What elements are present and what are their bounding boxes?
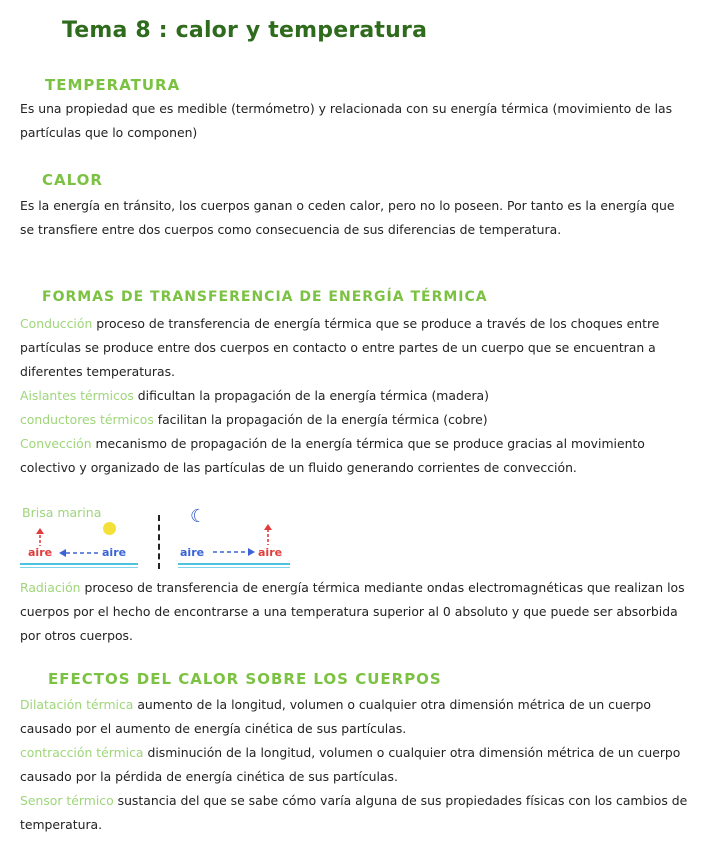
brisa-marina-label: Brisa marina (22, 505, 102, 520)
night-warm-arrow-head (264, 524, 272, 530)
aire-label-3: aire (180, 546, 205, 559)
radiacion-paragraph (20, 576, 692, 648)
night-arrow-head (248, 548, 255, 556)
day-night-divider (158, 515, 160, 569)
radiacion-text: proceso de transferencia de energía térmica mediante ondas electromagnéticas que realizan los cuerpos por el hecho de encontrarse a una temperatura superior al 0 absoluto y que puede ser absorbida por otros cuerpos. (20, 580, 685, 643)
temperatura-text: Es una propiedad que es medible (termómetro) y relacionada con su energía térmica (movimiento de las partículas que lo componen) (20, 101, 673, 140)
cool-arrow-head (59, 549, 66, 557)
conductores-paragraph (20, 408, 692, 432)
sensor-term: Sensor térmico (20, 793, 114, 808)
sensor-paragraph (20, 789, 692, 837)
conduccion-term: Conducción (20, 316, 93, 331)
moon-icon: ☾ (190, 506, 207, 527)
aislantes-term: Aislantes térmicos (20, 388, 134, 403)
aire-label-1: aire (28, 546, 53, 559)
calor-text: Es la energía en tránsito, los cuerpos ganan o ceden calor, pero no lo poseen. Por tanto es la energía que se transfiere entre dos cuerpos como consecuencia de sus diferencias de temperatura. (20, 198, 675, 237)
contraccion-text: disminución de la longitud, volumen o cualquier otra dimensión métrica de un cuerpo causado por la pérdida de energía cinética de sus partículas. (20, 745, 681, 784)
conveccion-paragraph (20, 432, 692, 480)
dilatacion-term: Dilatación térmica (20, 697, 134, 712)
sensor-text: sustancia del que se sabe cómo varía alguna de sus propiedades físicas con los cambios de temperatura. (20, 793, 688, 832)
warm-arrow-head (36, 528, 44, 534)
sea-line-day-2 (20, 567, 138, 568)
contraccion-paragraph (20, 741, 692, 789)
aire-label-2: aire (102, 546, 127, 559)
dilatacion-paragraph (20, 693, 692, 741)
sea-line-day (20, 563, 138, 565)
conveccion-term: Convección (20, 436, 92, 451)
sea-line-night (178, 563, 290, 565)
conductores-text: facilitan la propagación de la energía térmica (cobre) (153, 412, 488, 427)
contraccion-term: contracción térmica (20, 745, 144, 760)
page-title: Tema 8 : calor y temperatura (62, 18, 428, 43)
conduccion-text: proceso de transferencia de energía térmica que se produce a través de los choques entre partículas se produce entre dos cuerpos en contacto o entre partes de un cuerpo que se encuentran a diferentes temperaturas. (20, 316, 660, 379)
aislantes-text: dificultan la propagación de la energía térmica (madera) (133, 388, 489, 403)
sea-line-night-2 (178, 567, 290, 568)
conductores-term: conductores térmicos (20, 412, 154, 427)
aire-label-4: aire (258, 546, 283, 559)
aislantes-paragraph (20, 384, 692, 408)
heading-efectos: EFECTOS DEL CALOR SOBRE LOS CUERPOS (48, 670, 442, 688)
heading-temperatura: TEMPERATURA (45, 76, 181, 94)
heading-calor: CALOR (42, 171, 103, 189)
radiacion-term: Radiación (20, 580, 81, 595)
heading-formas: FORMAS DE TRANSFERENCIA DE ENERGÍA TÉRMICA (42, 289, 488, 305)
conveccion-text: mecanismo de propagación de la energía térmica que se produce gracias al movimiento colectivo y organizado de las partículas de un fluido generando corrientes de convección. (20, 436, 645, 475)
conduccion-paragraph (20, 312, 692, 384)
dilatacion-text: aumento de la longitud, volumen o cualquier otra dimensión métrica de un cuerpo causado por el aumento de energía cinética de sus partículas. (20, 697, 651, 736)
